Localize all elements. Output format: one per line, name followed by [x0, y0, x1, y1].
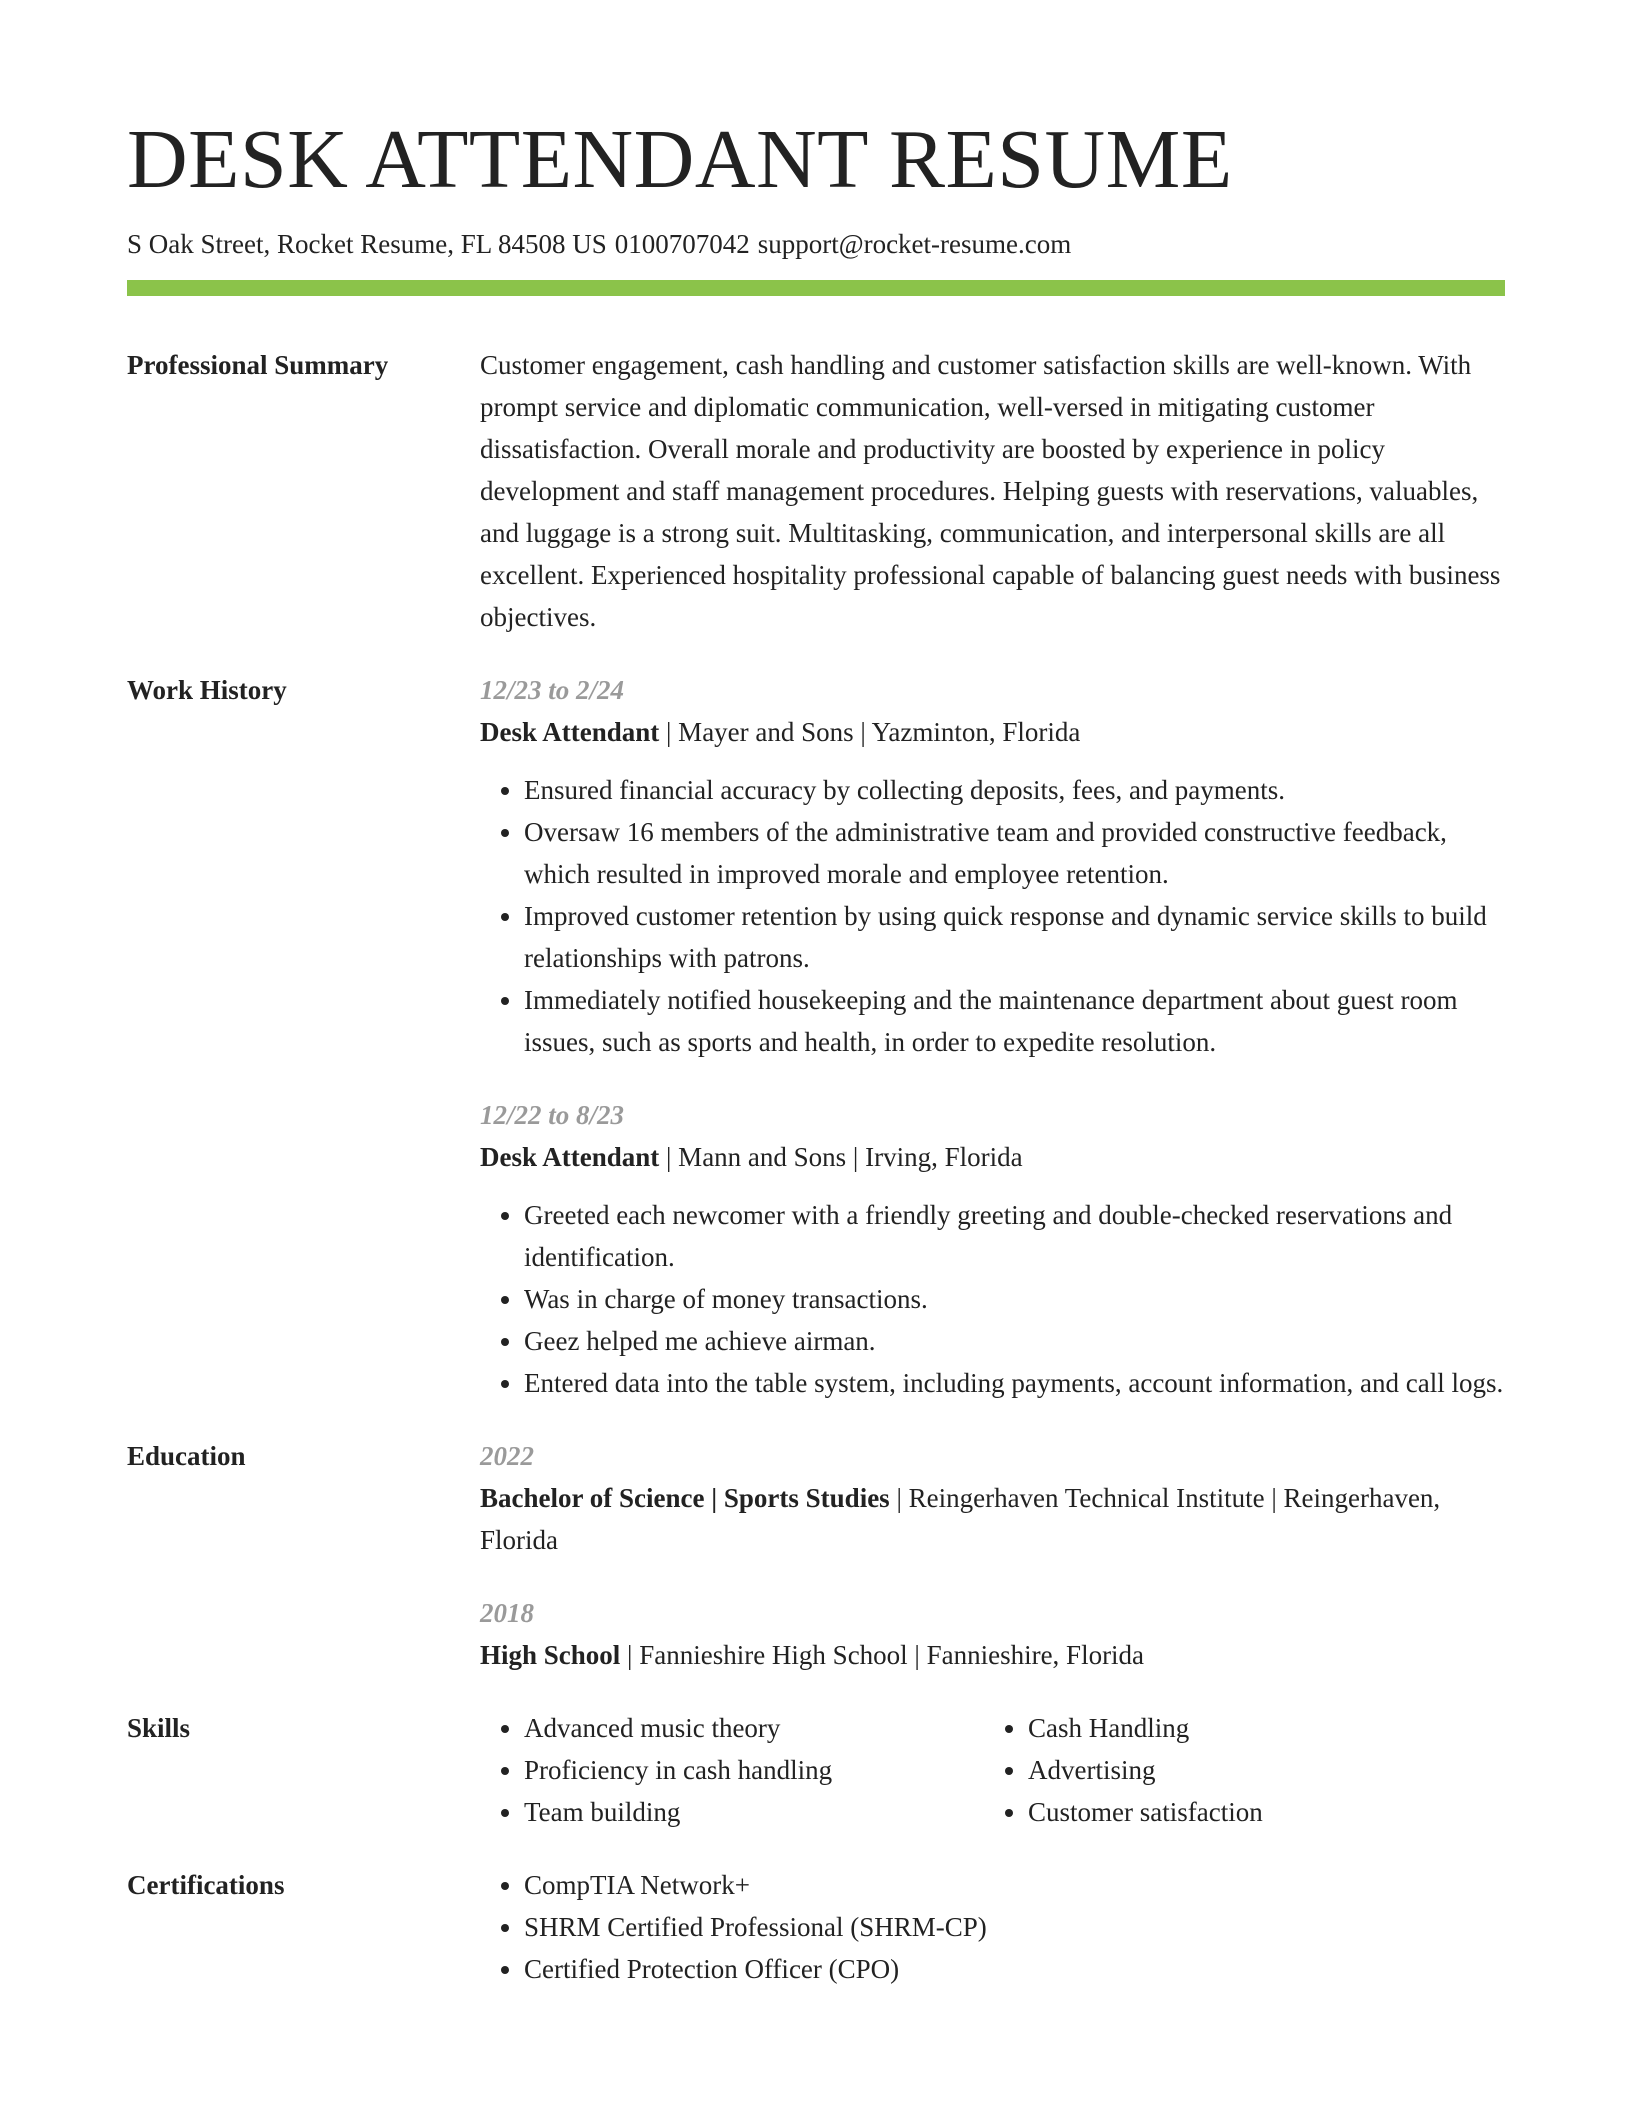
summary-text: Customer engagement, cash handling and customer satisfaction skills are well-known. With prompt service and diplomatic communication, well-versed in mitigating customer dissatisfaction. Overall morale and productivity are boosted by experience in policy development and staff management procedures. Helping guests with reservations, valuables, and luggage is a strong suit. Multitasking, communication, and interpersonal skills are all excellent. Experienced hospitality professional capable of balancing guest needs with business objectives.: [480, 350, 1501, 633]
list-item: • Improved customer retention by using quick response and dynamic service skills to build relationships with patrons.: [524, 895, 1505, 979]
list-item: • Proficiency in cash handling: [524, 1749, 984, 1791]
job-dates: 12/22 to 8/23: [480, 1100, 625, 1131]
job-entry: [480, 1094, 1505, 1404]
education-heading: [480, 1477, 1505, 1561]
education-year: 2018: [480, 1598, 534, 1629]
job-heading: [480, 711, 1505, 753]
work-history-section: [127, 669, 1505, 1404]
list-item: • SHRM Certified Professional (SHRM-CP): [524, 1906, 1505, 1948]
job-dates: 12/23 to 2/24: [480, 675, 625, 706]
certifications-list: [480, 1864, 1505, 1990]
list-item: • Team building: [524, 1791, 984, 1833]
education-degree: High School: [480, 1640, 621, 1671]
list-item: • Oversaw 16 members of the administrative team and provided constructive feedback, which resulted in improved morale and employee retention.: [524, 811, 1505, 895]
job-duties-list: [480, 769, 1505, 1063]
job-title: Desk Attendant: [480, 1142, 660, 1173]
section-heading-education: Education: [127, 1441, 246, 1472]
education-degree: Bachelor of Science | Sports Studies: [480, 1483, 890, 1514]
list-item: • Cash Handling: [1028, 1707, 1488, 1749]
section-heading-skills: Skills: [127, 1713, 191, 1744]
list-item: • Customer satisfaction: [1028, 1791, 1488, 1833]
education-section: [127, 1435, 1505, 1676]
certifications-section: [127, 1864, 1505, 1990]
skills-section: [127, 1707, 1505, 1833]
summary-section: [127, 344, 1505, 638]
resume-title: DESK ATTENDANT RESUME: [127, 113, 1233, 206]
list-item: • Advanced music theory: [524, 1707, 984, 1749]
job-details: | Mayer and Sons | Yazminton, Florida: [659, 717, 1081, 748]
list-item: • Was in charge of money transactions.: [524, 1278, 1505, 1320]
education-details: | Fannieshire High School | Fannieshire, Florida: [620, 1640, 1145, 1671]
contact-email: support@rocket-resume.com: [757, 229, 1072, 259]
section-heading-summary: Professional Summary: [127, 350, 389, 381]
skills-list: [480, 1707, 984, 1833]
list-item: • Certified Protection Officer (CPO): [524, 1948, 1505, 1990]
education-details: | Reingerhaven Technical Institute | Reingerhaven, Florida: [480, 1483, 1441, 1556]
section-heading-certifications: Certifications: [127, 1870, 285, 1901]
job-title: Desk Attendant: [480, 717, 660, 748]
skills-columns: [480, 1707, 1505, 1833]
contact-phone: 0100707042: [614, 229, 750, 259]
list-item: • Entered data into the table system, including payments, account information, and call logs.: [524, 1362, 1505, 1404]
list-item: • Geez helped me achieve airman.: [524, 1320, 1505, 1362]
job-details: | Mann and Sons | Irving, Florida: [659, 1142, 1023, 1173]
list-item: • CompTIA Network+: [524, 1864, 1505, 1906]
list-item: • Advertising: [1028, 1749, 1488, 1791]
section-heading-work-history: Work History: [127, 675, 287, 706]
skills-column-right: [984, 1707, 1488, 1833]
contact-address: S Oak Street, Rocket Resume, FL 84508 US: [127, 229, 607, 259]
job-duties-list: [480, 1194, 1505, 1404]
job-heading: [480, 1136, 1505, 1178]
job-entry: [480, 669, 1505, 1063]
list-item: • Greeted each newcomer with a friendly greeting and double-checked reservations and identification.: [524, 1194, 1505, 1278]
education-entry: [480, 1435, 1505, 1561]
skills-column-left: [480, 1707, 984, 1833]
contact-line: [127, 228, 1505, 260]
list-item: • Immediately notified housekeeping and the maintenance department about guest room issues, such as sports and health, in order to expedite resolution.: [524, 979, 1505, 1063]
skills-list: [984, 1707, 1488, 1833]
list-item: • Ensured financial accuracy by collecting deposits, fees, and payments.: [524, 769, 1505, 811]
header-divider: [127, 280, 1505, 296]
education-year: 2022: [480, 1441, 534, 1472]
education-entry: [480, 1592, 1505, 1676]
education-heading: [480, 1634, 1505, 1676]
